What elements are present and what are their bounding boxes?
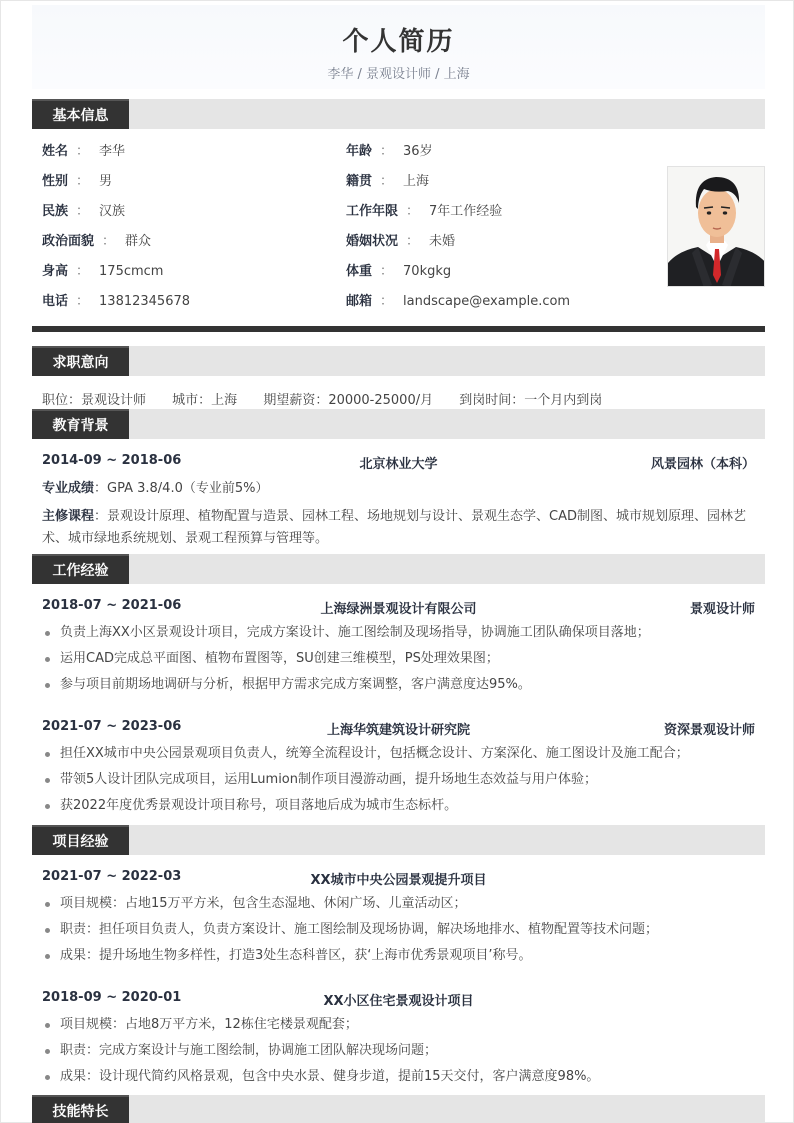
project-entry-header <box>42 869 755 889</box>
education-courses: 主修课程：景观设计原理、植物配置与造景、园林工程、场地规划与设计、景观生态学、CAD制图、城市规划原理、园林艺术、城市绿地系统规划、景观工程预算与管理等。 <box>42 509 746 546</box>
info-political: 政治面貌 ： 群众 <box>42 234 152 249</box>
page-title: 个人简历 <box>342 27 455 57</box>
intent-position: 职位：景观设计师 <box>42 393 147 408</box>
info-key: 婚姻状况 <box>346 234 399 249</box>
profile-photo-icon <box>667 166 765 287</box>
info-age: 年龄 ： 36岁 <box>346 144 433 159</box>
entry-role: 景观设计师 <box>689 602 755 617</box>
info-key: 籍贯 <box>346 174 373 189</box>
info-key: 邮箱 <box>346 294 373 309</box>
info-key: 民族 <box>42 204 69 219</box>
education-grade: 专业成绩：GPA 3.8/4.0（专业前5%） <box>42 481 269 496</box>
list-item: 带领5人设计团队完成项目，运用Lumion制作项目漫游动画，提升场地生态效益与用户体验； <box>42 770 755 796</box>
entry-date: 2014-09 ~ 2018-06 <box>42 453 182 468</box>
info-years: 工作年限 ： 7年工作经验 <box>346 204 503 219</box>
section-projects <box>32 825 765 855</box>
info-value: 13812345678 <box>99 294 191 309</box>
section-title: 教育背景 <box>32 409 129 439</box>
section-title: 基本信息 <box>32 99 129 129</box>
entry-date: 2021-07 ~ 2022-03 <box>42 869 182 884</box>
entry-school: 北京林业大学 <box>359 457 438 472</box>
info-email: 邮箱 ： landscape@example.com <box>346 294 571 309</box>
section-title: 求职意向 <box>32 346 129 376</box>
list-item: 负责上海XX小区景观设计项目，完成方案设计、施工图绘制及现场指导，协调施工团队确保项目落地； <box>42 623 755 649</box>
section-title: 技能特长 <box>32 1095 129 1123</box>
info-ethnicity: 民族 ： 汉族 <box>42 204 126 219</box>
list-item: 参与项目前期场地调研与分析，根据甲方需求完成方案调整，客户满意度达95%。 <box>42 675 755 701</box>
project-bullets <box>42 894 755 972</box>
divider <box>32 326 765 332</box>
list-item: 运用CAD完成总平面图、植物布置图等，SU创建三维模型，PS处理效果图； <box>42 649 755 675</box>
info-marital: 婚姻状况 ： 未婚 <box>346 234 456 249</box>
info-key: 电话 <box>42 294 69 309</box>
job-intent-row <box>42 389 624 408</box>
entry-project-name: XX小区住宅景观设计项目 <box>323 994 474 1009</box>
info-value: 36岁 <box>403 144 433 159</box>
section-title: 工作经验 <box>32 554 129 584</box>
info-phone: 电话 ： 13812345678 <box>42 294 191 309</box>
intent-salary: 期望薪资：20000-25000/月 <box>263 393 434 408</box>
info-value: 未婚 <box>429 234 456 249</box>
resume-header <box>32 5 765 89</box>
list-item: 职责：完成方案设计与施工图绘制，协调施工团队解决现场问题； <box>42 1041 755 1067</box>
info-value: 李华 <box>99 144 126 159</box>
list-item: 成果：设计现代简约风格景观，包含中央水景、健身步道，提前15天交付，客户满意度98%。 <box>42 1067 755 1093</box>
info-value: 群众 <box>125 234 152 249</box>
info-hometown: 籍贯 ： 上海 <box>346 174 430 189</box>
list-item: 项目规模：占地8万平方米，12栋住宅楼景观配套； <box>42 1015 755 1041</box>
list-item: 项目规模：占地15万平方米，包含生态湿地、休闲广场、儿童活动区； <box>42 894 755 920</box>
list-item: 职责：担任项目负责人，负责方案设计、施工图绘制及现场协调，解决场地排水、植物配置等技术问题； <box>42 920 755 946</box>
section-education <box>32 409 765 439</box>
work-entry-header <box>42 598 755 618</box>
info-key: 政治面貌 <box>42 234 95 249</box>
info-value: 7年工作经验 <box>429 204 503 219</box>
entry-project-name: XX城市中央公园景观提升项目 <box>310 873 487 888</box>
page-subtitle: 李华 / 景观设计师 / 上海 <box>327 67 470 82</box>
info-key: 年龄 <box>346 144 373 159</box>
section-job-intent <box>32 346 765 376</box>
project-bullets <box>42 1015 755 1093</box>
entry-date: 2018-07 ~ 2021-06 <box>42 598 182 613</box>
intent-availability: 到岗时间：一个月内到岗 <box>459 393 603 408</box>
info-key: 身高 <box>42 264 69 279</box>
intent-city: 城市：上海 <box>172 393 238 408</box>
info-value: 70kgkg <box>403 264 452 279</box>
info-key: 姓名 <box>42 144 69 159</box>
info-name: 姓名 ： 李华 <box>42 144 126 159</box>
entry-company: 上海华筑建筑设计研究院 <box>326 723 470 738</box>
info-gender: 性别 ： 男 <box>42 174 113 189</box>
entry-company: 上海绿洲景观设计有限公司 <box>320 602 477 617</box>
entry-major: 风景园林（本科） <box>650 457 755 472</box>
section-title: 项目经验 <box>32 825 129 855</box>
info-key: 工作年限 <box>346 204 399 219</box>
info-key: 性别 <box>42 174 69 189</box>
info-key: 体重 <box>346 264 373 279</box>
info-weight: 体重 ： 70kgkg <box>346 264 452 279</box>
section-work <box>32 554 765 584</box>
work-entry-header <box>42 719 755 739</box>
entry-date: 2018-09 ~ 2020-01 <box>42 990 182 1005</box>
list-item: 成果：提升场地生物多样性，打造3处生态科普区，获‘上海市优秀景观项目’称号。 <box>42 946 755 972</box>
info-height: 身高 ： 175cmcm <box>42 264 164 279</box>
work-bullets <box>42 744 755 822</box>
info-value: 上海 <box>403 174 430 189</box>
info-value: 175cmcm <box>99 264 164 279</box>
education-entry-header <box>42 453 755 473</box>
list-item: 担任XX城市中央公园景观项目负责人，统筹全流程设计，包括概念设计、方案深化、施工图设计及施工配合； <box>42 744 755 770</box>
section-skills <box>32 1095 765 1123</box>
list-item: 获2022年度优秀景观设计项目称号，项目落地后成为城市生态标杆。 <box>42 796 755 822</box>
info-value: landscape@example.com <box>403 294 571 309</box>
entry-date: 2021-07 ~ 2023-06 <box>42 719 182 734</box>
info-value: 男 <box>99 174 113 189</box>
work-bullets <box>42 623 755 701</box>
entry-role: 资深景观设计师 <box>663 723 755 738</box>
project-entry-header <box>42 990 755 1010</box>
section-basic-info <box>32 99 765 129</box>
info-value: 汉族 <box>99 204 126 219</box>
